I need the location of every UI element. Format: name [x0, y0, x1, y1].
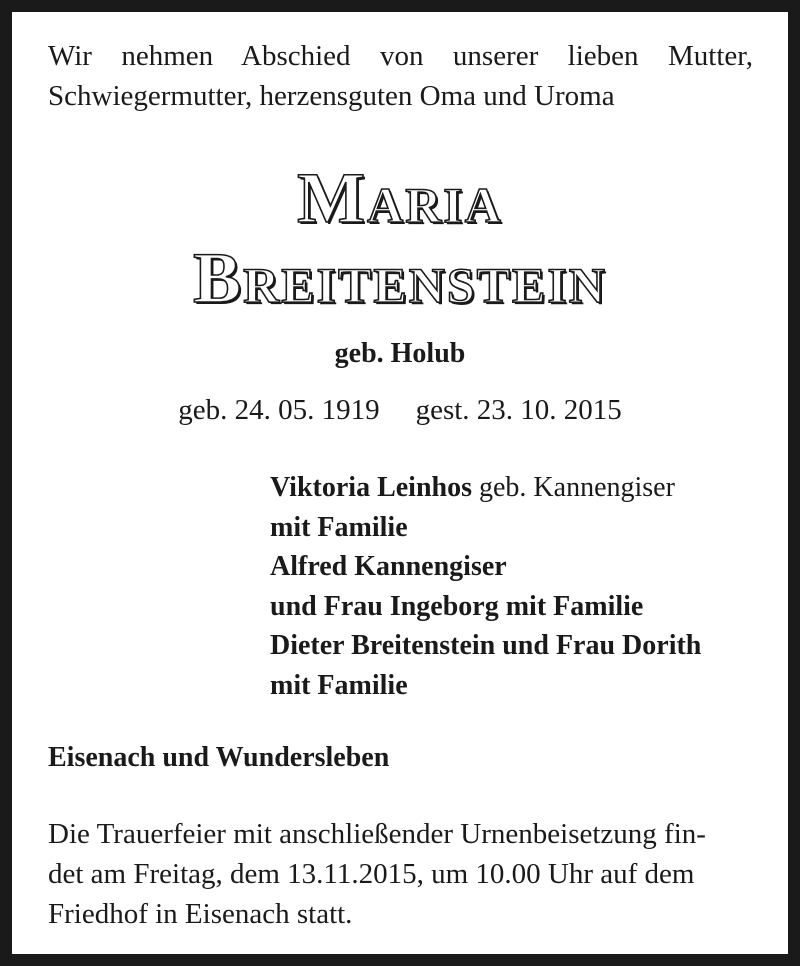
funeral-notice [48, 814, 706, 934]
notice-line: Die Trauerfeier mit anschließender Urnenbeisetzung fin- [48, 818, 706, 850]
maiden-name: geb. Holub [334, 338, 466, 369]
mourner-name: Viktoria Leinhos [270, 472, 472, 503]
mourner-row: Alfred Kannengiser [270, 551, 507, 582]
mourner-row: mit Familie [270, 511, 408, 543]
mourner-note: geb. Kannengiser [472, 472, 675, 503]
mourner-row: Dieter Breitenstein und Frau Dorith [270, 630, 702, 661]
life-dates [12, 390, 788, 430]
place-names: Eisenach und Wundersleben [48, 742, 390, 773]
notice-line: det am Freitag, dem 13.11.2015, um 10.00 Uhr auf dem [48, 858, 695, 890]
mourner-row [270, 468, 701, 508]
notice-line: Friedhof in Eisenach statt. [48, 898, 353, 930]
mourners-list [270, 468, 701, 705]
intro-line-2: Schwiegermutter, herzensguten Oma und Uroma [48, 80, 615, 112]
birth-date: geb. 24. 05. 1919 [178, 394, 380, 426]
intro-line-1: Wir nehmen Abschied von unserer lieben Mutter, [48, 40, 753, 72]
deceased-first-name: Maria [297, 158, 503, 238]
mourner-row: mit Familie [270, 669, 408, 701]
mourner-row: und Frau Ingeborg mit Familie [270, 590, 644, 622]
deceased-last-name: Breitenstein [193, 238, 607, 318]
death-date: gest. 23. 10. 2015 [415, 394, 622, 426]
